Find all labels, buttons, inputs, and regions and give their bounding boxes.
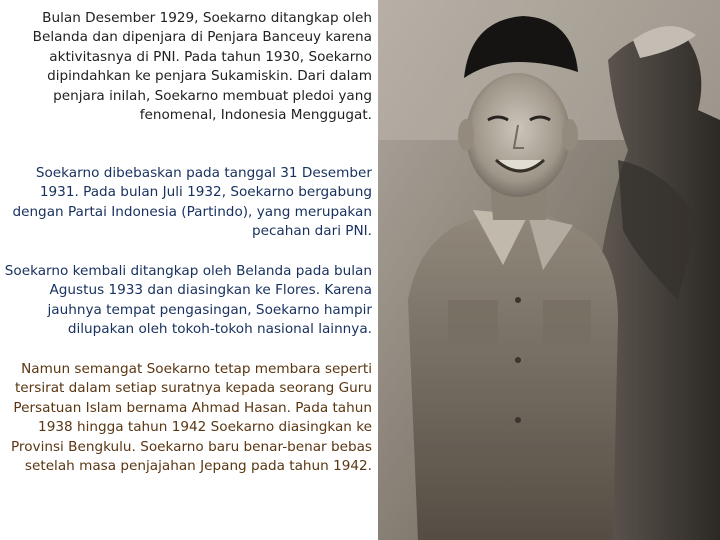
paragraph-1: Bulan Desember 1929, Soekarno ditangkap oleh Belanda dan dipenjara di Penjara Banceuy karena aktivitasnya di PNI. Pada tahun 1930, Soekarno dipindahkan ke penjara Sukamiskin. Dari dalam penjara inilah, Soekarno membuat pledoi yang fenomenal, Indonesia Menggugat. <box>32 10 372 124</box>
paragraph-4: Namun semangat Soekarno tetap membara seperti tersirat dalam setiap suratnya kepada seorang Guru Persatuan Islam bernama Ahmad Hasan. Pada tahun 1938 hingga tahun 1942 Soekarno diasingkan ke Provinsi Bengkulu. Soekarno baru benar-benar bebas setelah masa penjajahan Jepang pada tahun 1942. <box>10 361 372 475</box>
paragraph-2: Soekarno dibebaskan pada tanggal 31 Desember 1931. Pada bulan Juli 1932, Soekarno bergabung dengan Partai Indonesia (Partindo), yang merupakan pecahan dari PNI. <box>12 165 372 240</box>
historical-photo <box>378 0 720 540</box>
paragraph-3: Soekarno kembali ditangkap oleh Belanda pada bulan Agustus 1933 dan diasingkan ke Flores. Karena jauhnya tempat pengasingan, Soekarno hampir dilupakan oleh tokoh-tokoh nasional lainnya. <box>4 263 372 338</box>
